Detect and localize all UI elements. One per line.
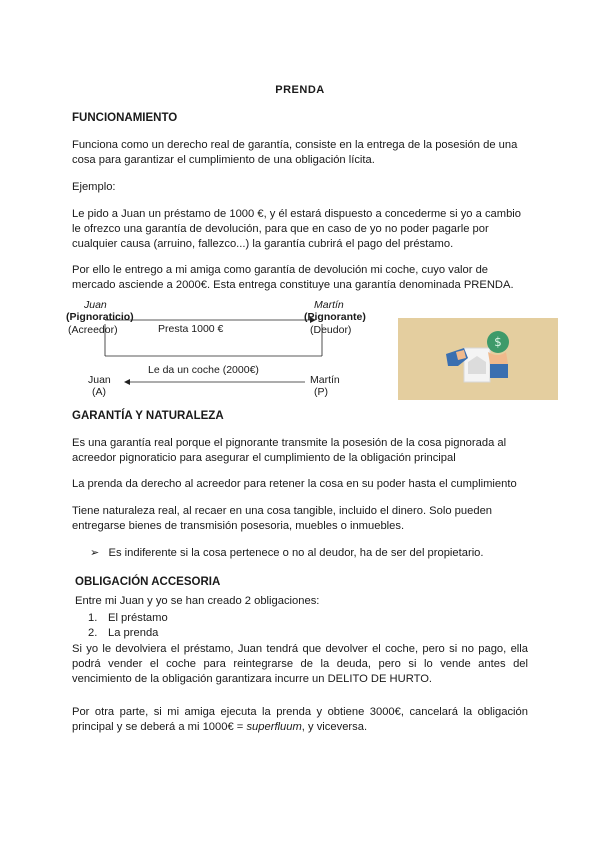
paragraph-obligaciones-intro: Entre mi Juan y yo se han creado 2 obligaciones: — [75, 595, 320, 607]
numbered-list — [88, 611, 168, 641]
juan-sub: (Acreedor) — [68, 324, 118, 336]
money-exchange-illustration — [398, 318, 558, 400]
martin-sub: (Deudor) — [310, 324, 352, 336]
list-item: 2. La prenda — [88, 627, 159, 639]
bullet-text: Es indiferente si la cosa pertenece o no al deudor, ha de ser del propietario. — [108, 547, 484, 559]
juan-name: Juan — [84, 299, 107, 311]
paragraph-garantia-real: Es una garantía real porque el pignorante transmite la posesión de la cosa pignorada al acreedor pignoraticio para asegurar el cumplimiento de la obligación principal — [72, 437, 507, 464]
juan-bottom: Juan — [88, 374, 111, 386]
paragraph-devolucion: Si yo le devolviera el préstamo, Juan tendrá que devolver el coche, pero si no pago, ella podrá vender el coche para reintegrarse de la deuda, pero si lo vende antes del vencimiento de la obligación garantizara incurre un DELITO DE HURTO. — [72, 643, 528, 685]
juan-bottom-sub: (A) — [92, 386, 106, 398]
arrow-presta-label: Presta 1000 € — [158, 323, 224, 335]
heading-garantia: GARANTÍA Y NATURALEZA — [72, 410, 224, 422]
martin-bottom-sub: (P) — [314, 386, 328, 398]
heading-obligacion: OBLIGACIÓN ACCESORIA — [75, 576, 221, 588]
paragraph-entrega: Por ello le entrego a mi amiga como garantía de devolución mi coche, cuyo valor de mercado asciende a 2000€. Esta entrega constituye una garantía denominada PRENDA. — [72, 264, 514, 291]
paragraph-derecho-retener: La prenda da derecho al acreedor para retener la cosa en su poder hasta el cumplimiento — [72, 478, 517, 490]
prenda-diagram — [60, 296, 380, 406]
martin-role: (Pignorante) — [304, 311, 366, 323]
page-title: PRENDA — [275, 84, 325, 96]
arrow-coche-head — [124, 379, 130, 385]
paragraph-naturaleza: Tiene naturaleza real, al recaer en una cosa tangible, incluido el dinero. Solo pueden entregarse bienes de transmisión posesoria, muebles o inmuebles. — [72, 505, 493, 532]
paragraph-example: Le pido a Juan un préstamo de 1000 €, y él estará dispuesto a concederme si yo a cambio le ofrezco una garantía de devolución, para que en caso de yo no poder pagarle por cualquier causa (arruino, fallezco...) la garantía cubrirá el pago del préstamo. — [72, 208, 522, 250]
martin-name: Martín — [314, 299, 344, 311]
paragraph-ejecucion: Por otra parte, si mi amiga ejecuta la prenda y obtiene 3000€, cancelará la obligación principal y se deberá a mi 1000€ = superfluum, y viceversa. — [72, 706, 528, 733]
illustration-svg — [398, 318, 558, 400]
paragraph-ejemplo-label: Ejemplo: — [72, 181, 116, 193]
arrow-coche-label: Le da un coche (2000€) — [148, 364, 259, 376]
paragraph-definition: Funciona como un derecho real de garantía, consiste en la entrega de la posesión de una cosa para garantizar el cumplimiento de una obligación lícita. — [72, 139, 518, 166]
juan-role: (Pignoraticio) — [66, 311, 134, 323]
heading-funcionamiento: FUNCIONAMIENTO — [72, 112, 178, 124]
right-sleeve-icon — [490, 364, 508, 378]
bullet-item — [90, 546, 484, 559]
svg-text:$: $ — [494, 335, 502, 349]
arrow-bullet-icon: ➢ — [90, 547, 100, 559]
list-item: 1. El préstamo — [88, 612, 168, 624]
martin-bottom: Martín — [310, 374, 340, 386]
